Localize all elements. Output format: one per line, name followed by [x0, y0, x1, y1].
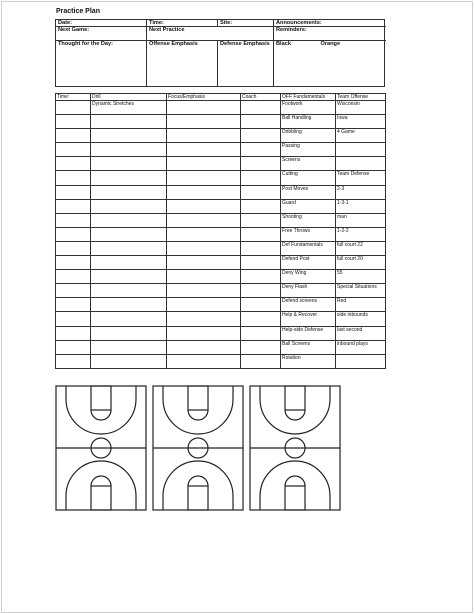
- table-cell[interactable]: [56, 213, 91, 227]
- free-throw-arc: [188, 410, 208, 420]
- table-row: [56, 256, 386, 270]
- table-cell[interactable]: [167, 354, 241, 368]
- date-field[interactable]: Date:: [56, 20, 147, 27]
- table-cell[interactable]: Post Moves: [281, 185, 336, 199]
- col-focus-header: Focus/Emphasis: [167, 94, 241, 101]
- table-row: [56, 143, 386, 157]
- table-cell[interactable]: [56, 340, 91, 354]
- table-cell[interactable]: Defend screens: [281, 298, 336, 312]
- table-cell[interactable]: Passing: [281, 143, 336, 157]
- table-cell[interactable]: [56, 115, 91, 129]
- col-drill-header: Drill: [91, 94, 167, 101]
- black-label: Black: [276, 41, 291, 47]
- table-cell[interactable]: [167, 326, 241, 340]
- table-cell[interactable]: [241, 227, 281, 241]
- next-practice-field[interactable]: Next Practice: [147, 27, 274, 41]
- table-cell[interactable]: Dribbling: [281, 129, 336, 143]
- table-row: [56, 284, 386, 298]
- table-cell[interactable]: [241, 129, 281, 143]
- table-cell[interactable]: inbound plays: [336, 340, 386, 354]
- table-cell[interactable]: [167, 284, 241, 298]
- team-colors-field[interactable]: [274, 41, 386, 86]
- table-cell[interactable]: [91, 171, 167, 185]
- table-cell[interactable]: [56, 101, 91, 115]
- court-diagram: [250, 386, 340, 510]
- table-row: [56, 199, 386, 213]
- table-row: [56, 270, 386, 284]
- orange-label: Orange: [320, 41, 341, 47]
- table-row: [56, 171, 386, 185]
- table-cell[interactable]: [91, 256, 167, 270]
- table-cell[interactable]: Rotation: [281, 354, 336, 368]
- table-cell[interactable]: Deny Flash: [281, 284, 336, 298]
- table-row: [56, 227, 386, 241]
- table-cell[interactable]: [91, 199, 167, 213]
- next-game-field[interactable]: Next Game:: [56, 27, 147, 41]
- table-cell[interactable]: Cutting: [281, 171, 336, 185]
- court-diagrams: [55, 385, 385, 511]
- table-row: [56, 326, 386, 340]
- table-cell[interactable]: Guard: [281, 199, 336, 213]
- table-row: [56, 115, 386, 129]
- table-cell[interactable]: [167, 312, 241, 326]
- table-cell[interactable]: [91, 143, 167, 157]
- table-cell[interactable]: [56, 241, 91, 255]
- table-cell[interactable]: [91, 129, 167, 143]
- table-cell[interactable]: [56, 129, 91, 143]
- table-cell[interactable]: Ball Screens: [281, 340, 336, 354]
- table-cell[interactable]: [167, 171, 241, 185]
- table-cell[interactable]: [167, 227, 241, 241]
- table-cell[interactable]: [241, 115, 281, 129]
- table-cell[interactable]: [336, 157, 386, 171]
- table-cell[interactable]: Defend Post: [281, 256, 336, 270]
- table-cell[interactable]: [241, 101, 281, 115]
- table-cell[interactable]: Special Situations: [336, 284, 386, 298]
- table-cell[interactable]: Def Fundamentals: [281, 241, 336, 255]
- table-cell[interactable]: [56, 199, 91, 213]
- practice-table: [55, 93, 386, 369]
- table-cell[interactable]: [241, 354, 281, 368]
- table-cell[interactable]: last second: [336, 326, 386, 340]
- table-cell[interactable]: [56, 354, 91, 368]
- table-row: [56, 340, 386, 354]
- free-throw-lane: [188, 486, 208, 510]
- table-cell[interactable]: [167, 157, 241, 171]
- table-cell[interactable]: [56, 326, 91, 340]
- table-cell[interactable]: [336, 354, 386, 368]
- header-grid: [55, 19, 385, 87]
- site-field[interactable]: Site:: [218, 20, 274, 27]
- table-cell[interactable]: [56, 312, 91, 326]
- table-cell[interactable]: [241, 284, 281, 298]
- table-cell[interactable]: [56, 227, 91, 241]
- announcements-field[interactable]: Announcements:: [274, 20, 386, 27]
- table-cell[interactable]: [167, 241, 241, 255]
- table-cell[interactable]: Red: [336, 298, 386, 312]
- table-cell[interactable]: [241, 270, 281, 284]
- table-row: [56, 354, 386, 368]
- table-cell[interactable]: [167, 270, 241, 284]
- table-cell[interactable]: [336, 143, 386, 157]
- time-field[interactable]: Time:: [147, 20, 218, 27]
- col-off-fundamentals-header: OFF Fundamentals: [281, 94, 336, 101]
- table-cell[interactable]: 2-3: [336, 185, 386, 199]
- table-cell[interactable]: 55: [336, 270, 386, 284]
- table-row: [56, 213, 386, 227]
- free-throw-arc: [188, 476, 208, 486]
- table-row: [56, 185, 386, 199]
- free-throw-lane: [285, 486, 305, 510]
- table-cell[interactable]: Screens: [281, 157, 336, 171]
- table-cell[interactable]: [241, 326, 281, 340]
- free-throw-arc: [285, 410, 305, 420]
- table-cell[interactable]: [91, 312, 167, 326]
- table-cell[interactable]: [241, 143, 281, 157]
- table-cell[interactable]: [167, 143, 241, 157]
- table-cell[interactable]: [241, 241, 281, 255]
- page-title: Practice Plan: [56, 8, 100, 15]
- table-cell[interactable]: [56, 157, 91, 171]
- table-cell[interactable]: Iowa: [336, 115, 386, 129]
- table-cell[interactable]: 1-3-1: [336, 199, 386, 213]
- table-cell[interactable]: [241, 312, 281, 326]
- court-diagram: [153, 386, 243, 510]
- table-cell[interactable]: side inbounds: [336, 312, 386, 326]
- table-cell[interactable]: 1-2-2: [336, 227, 386, 241]
- table-cell[interactable]: man: [336, 213, 386, 227]
- table-cell[interactable]: [91, 115, 167, 129]
- table-cell[interactable]: Wisconsin: [336, 101, 386, 115]
- reminders-field[interactable]: Reminders:: [274, 27, 386, 41]
- table-cell[interactable]: [167, 340, 241, 354]
- table-row: [56, 157, 386, 171]
- table-row: [56, 312, 386, 326]
- table-cell[interactable]: [91, 241, 167, 255]
- defense-emphasis-field[interactable]: Defense Emphasis: [218, 41, 274, 86]
- table-cell[interactable]: Footwork: [281, 101, 336, 115]
- table-cell[interactable]: Help-side Defense: [281, 326, 336, 340]
- thought-for-day-field[interactable]: Thought for the Day:: [56, 41, 147, 86]
- table-cell[interactable]: [167, 115, 241, 129]
- table-cell[interactable]: [56, 171, 91, 185]
- col-coach-header: Coach: [241, 94, 281, 101]
- table-cell[interactable]: [56, 185, 91, 199]
- table-cell[interactable]: [91, 354, 167, 368]
- table-cell[interactable]: Team Defense: [336, 171, 386, 185]
- table-cell[interactable]: full court 20: [336, 256, 386, 270]
- table-cell[interactable]: [241, 298, 281, 312]
- free-throw-lane: [91, 386, 111, 410]
- table-cell[interactable]: [56, 284, 91, 298]
- table-cell[interactable]: [56, 298, 91, 312]
- free-throw-lane: [285, 386, 305, 410]
- free-throw-lane: [188, 386, 208, 410]
- table-row: [56, 298, 386, 312]
- table-cell[interactable]: Deny Wing: [281, 270, 336, 284]
- table-cell[interactable]: [241, 340, 281, 354]
- table-cell[interactable]: 4 Game: [336, 129, 386, 143]
- table-cell[interactable]: [241, 185, 281, 199]
- free-throw-arc: [91, 410, 111, 420]
- table-cell[interactable]: [167, 101, 241, 115]
- table-cell[interactable]: Free Throws: [281, 227, 336, 241]
- table-cell[interactable]: [167, 256, 241, 270]
- table-cell[interactable]: [167, 199, 241, 213]
- table-row: [56, 129, 386, 143]
- free-throw-arc: [91, 476, 111, 486]
- table-cell[interactable]: Dynamic Stretches: [91, 101, 167, 115]
- table-cell[interactable]: [167, 298, 241, 312]
- free-throw-arc: [285, 476, 305, 486]
- court-diagram: [56, 386, 146, 510]
- table-cell[interactable]: [91, 185, 167, 199]
- table-cell[interactable]: [241, 199, 281, 213]
- offense-emphasis-field[interactable]: Offense Emphasis: [147, 41, 218, 86]
- table-header-row: [56, 94, 386, 101]
- table-cell[interactable]: [91, 340, 167, 354]
- free-throw-lane: [91, 486, 111, 510]
- table-cell[interactable]: [167, 129, 241, 143]
- table-cell[interactable]: [56, 143, 91, 157]
- table-row: [56, 101, 386, 115]
- table-cell[interactable]: [91, 227, 167, 241]
- table-cell[interactable]: full court 22: [336, 241, 386, 255]
- table-cell[interactable]: [56, 270, 91, 284]
- table-cell[interactable]: [91, 270, 167, 284]
- table-cell[interactable]: [91, 326, 167, 340]
- table-cell[interactable]: [91, 213, 167, 227]
- table-cell[interactable]: [167, 213, 241, 227]
- table-cell[interactable]: Ball Handling: [281, 115, 336, 129]
- table-row: [56, 241, 386, 255]
- table-cell[interactable]: [56, 256, 91, 270]
- table-cell[interactable]: Help & Recover: [281, 312, 336, 326]
- table-cell[interactable]: [241, 157, 281, 171]
- table-cell[interactable]: [91, 157, 167, 171]
- table-cell[interactable]: [91, 298, 167, 312]
- col-team-offense-header: Team Offense: [336, 94, 386, 101]
- col-time-header: Time:: [56, 94, 91, 101]
- table-cell[interactable]: Shooting: [281, 213, 336, 227]
- table-cell[interactable]: [167, 185, 241, 199]
- table-cell[interactable]: [241, 171, 281, 185]
- table-cell[interactable]: [241, 256, 281, 270]
- table-cell[interactable]: [91, 284, 167, 298]
- table-cell[interactable]: [241, 213, 281, 227]
